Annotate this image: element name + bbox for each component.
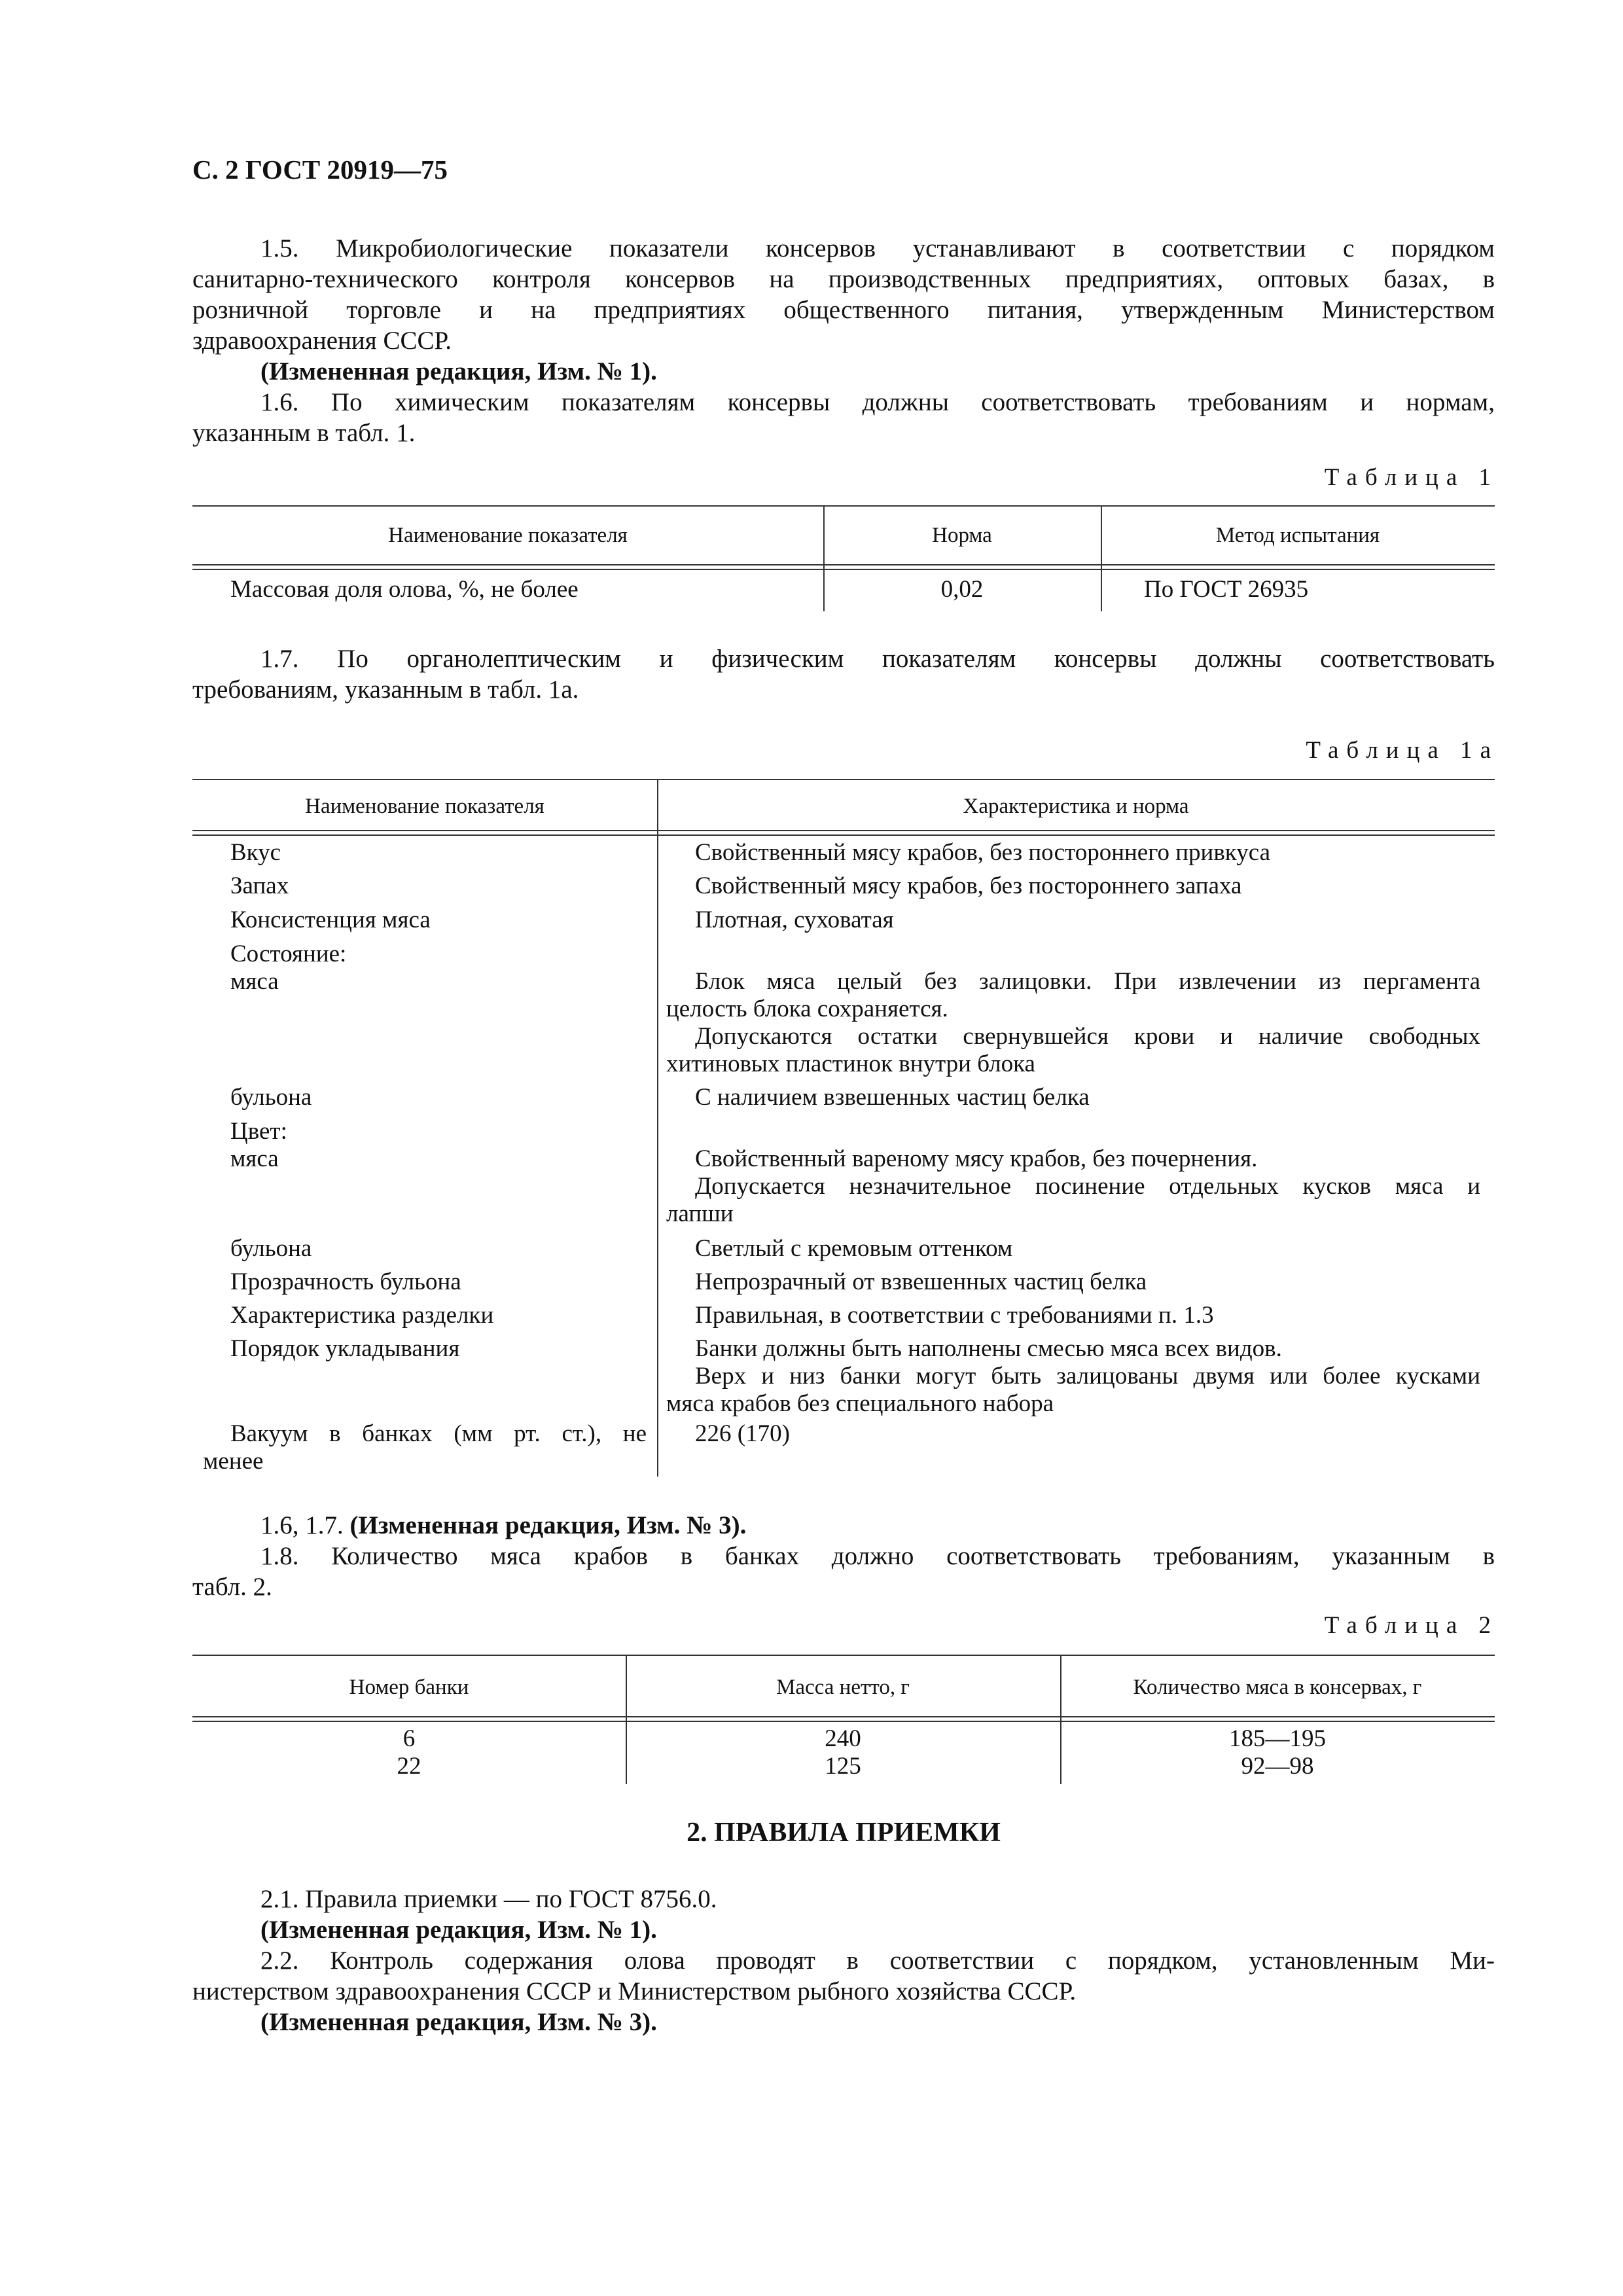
table-cell: Массовая доля олова, %, не более: [230, 576, 579, 603]
table-1a-title: Таблица 1а: [1306, 737, 1499, 764]
page-header: С. 2 ГОСТ 20919—75: [192, 154, 448, 185]
paragraph-2-2-line: 2.2. Контроль содержания олова проводят в соответствии с порядком, установленным Ми-: [260, 1946, 1495, 1975]
indicator-name: Прозрачность бульона: [230, 1268, 461, 1295]
paragraph-1-7-line: требованиям, указанным в табл. 1а.: [192, 675, 579, 704]
table-cell: 0,02: [940, 576, 984, 603]
paragraph-1-8-line: 1.8. Количество мяса крабов в банках должно соответствовать требованиям, указанным в: [260, 1542, 1495, 1570]
indicator-name: бульона: [230, 1235, 312, 1262]
table-cell: По ГОСТ 26935: [1144, 576, 1309, 603]
table-2-header: Масса нетто, г: [776, 1676, 910, 1699]
indicator-name: Порядок укладывания: [230, 1335, 460, 1362]
table-cell: 92—98: [1241, 1753, 1314, 1780]
paragraph-1-5-line: розничной торговле и на предприятиях общественного питания, утвержденным Министерством: [192, 296, 1495, 324]
characteristic-text: Банки должны быть наполнены смесью мяса всех видов.: [695, 1335, 1282, 1362]
characteristic-text: Блок мяса целый без залицовки. При извлечении из пергамента: [695, 968, 1480, 995]
indicator-name: Вакуум в банках (мм рт. ст.), не: [230, 1420, 647, 1447]
characteristic-text: целость блока сохраняется.: [666, 996, 948, 1022]
indicator-name: мяса: [230, 1145, 279, 1172]
amendment-note-16-17: [260, 1510, 746, 1541]
table-1-header: Наименование показателя: [388, 524, 628, 547]
characteristic-text: Свойственный вареному мясу крабов, без почернения.: [695, 1145, 1258, 1172]
indicator-name: Характеристика разделки: [230, 1302, 494, 1329]
characteristic-text: Светлый с кремовым оттенком: [695, 1235, 1013, 1262]
characteristic-text: Плотная, суховатая: [695, 906, 894, 933]
characteristic-text: Непрозрачный от взвешенных частиц белка: [695, 1268, 1147, 1295]
paragraph-1-6-line: указанным в табл. 1.: [192, 419, 416, 447]
characteristic-text: Допускаются остатки свернувшейся крови и наличие свободных: [695, 1023, 1480, 1050]
amendment-note: (Измененная редакция, Изм. № 1).: [260, 1916, 657, 1944]
paragraph-1-5-line: 1.5. Микробиологические показатели консервов устанавливают в соответствии с порядком: [260, 234, 1495, 262]
indicator-name: Консистенция мяса: [230, 906, 431, 933]
indicator-name: мяса: [230, 968, 279, 995]
characteristic-text: Правильная, в соответствии с требованиями п. 1.3: [695, 1302, 1214, 1329]
table-2-header: Количество мяса в консервах, г: [1133, 1676, 1422, 1699]
table-2-header: Номер банки: [349, 1676, 469, 1699]
characteristic-text: С наличием взвешенных частиц белка: [695, 1084, 1090, 1111]
paragraph-1-6-line: 1.6. По химическим показателям консервы должны соответствовать требованиям и нормам,: [260, 388, 1495, 416]
characteristic-text: лапши: [666, 1200, 734, 1227]
indicator-name: бульона: [230, 1084, 312, 1111]
table-cell: 125: [825, 1753, 861, 1780]
table-1-header: Норма: [932, 524, 992, 547]
characteristic-text: хитиновых пластинок внутри блока: [666, 1050, 1035, 1077]
table-1a-header: Характеристика и норма: [963, 795, 1189, 818]
table-cell: 240: [825, 1725, 861, 1752]
characteristic-text: 226 (170): [695, 1420, 790, 1447]
indicator-name: Цвет:: [230, 1118, 287, 1145]
amendment-note: (Измененная редакция, Изм. № 3).: [260, 2008, 657, 2036]
paragraph-1-5-line: здравоохранения СССР.: [192, 327, 452, 355]
table-2-title: Таблица 2: [1324, 1612, 1499, 1639]
table-1-title: Таблица 1: [1324, 464, 1499, 491]
paragraph-2-2-line: нистерством здравоохранения СССР и Министерством рыбного хозяйства СССР.: [192, 1977, 1077, 2005]
characteristic-text: мяса крабов без специального набора: [666, 1390, 1054, 1417]
indicator-name: Состояние:: [230, 941, 347, 967]
characteristic-text: Верх и низ банки могут быть залицованы двумя или более кусками: [695, 1363, 1480, 1390]
section-2-title: 2. ПРАВИЛА ПРИЕМКИ: [687, 1818, 1001, 1848]
indicator-name: менее: [203, 1448, 264, 1475]
characteristic-text: Свойственный мясу крабов, без постороннего запаха: [695, 872, 1242, 899]
table-cell: 6: [402, 1725, 416, 1752]
indicator-name: Запах: [230, 872, 289, 899]
paragraph-2-1: 2.1. Правила приемки — по ГОСТ 8756.0.: [260, 1885, 717, 1913]
paragraph-1-8-line: табл. 2.: [192, 1573, 272, 1601]
table-1a-header: Наименование показателя: [305, 795, 544, 818]
characteristic-text: Допускается незначительное посинение отдельных кусков мяса и: [695, 1173, 1480, 1200]
amendment-note: (Измененная редакция, Изм. № 1).: [260, 357, 657, 386]
table-cell: 22: [397, 1753, 421, 1780]
paragraph-1-7-line: 1.7. По органолептическим и физическим показателям консервы должны соответствовать: [260, 645, 1495, 673]
characteristic-text: Свойственный мясу крабов, без постороннего привкуса: [695, 839, 1271, 866]
amendment-bold: (Измененная редакция, Изм. № 3).: [349, 1511, 747, 1539]
table-1-header: Метод испытания: [1215, 524, 1380, 547]
table-cell: 185—195: [1229, 1725, 1326, 1752]
amendment-prefix: 1.6, 1.7.: [260, 1511, 344, 1539]
paragraph-1-5-line: санитарно-технического контроля консервов на производственных предприятиях, оптовых базах, в: [192, 265, 1495, 293]
indicator-name: Вкус: [230, 839, 281, 866]
